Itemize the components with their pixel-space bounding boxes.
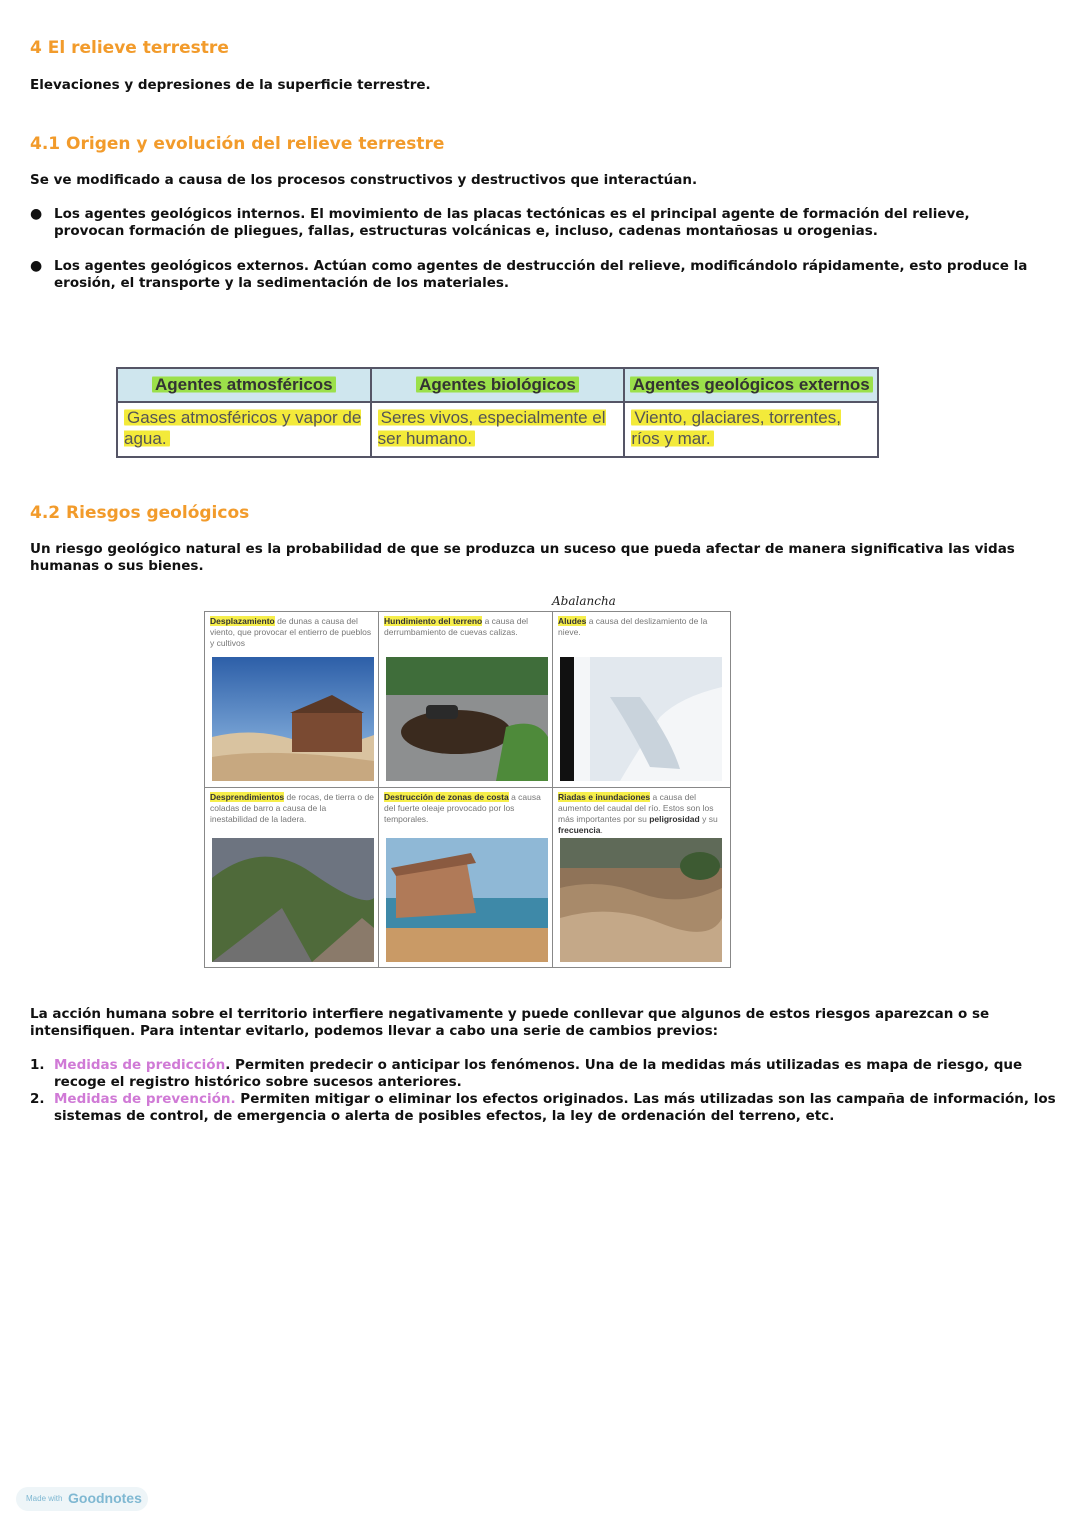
section-title-origen: 4.1 Origen y evolución del relieve terrestre bbox=[30, 134, 445, 154]
table-cell: Seres vivos, especialmente el ser humano. bbox=[371, 402, 625, 457]
bullet-text: Los agentes geológicos internos. El movimiento de las placas tectónicas es el principal agente de formación del relieve, provocan formación de pliegues, fallas, estructuras volcánicas e, incluso, cadenas montañosas u orogenias. bbox=[54, 206, 970, 239]
risk-riadas bbox=[553, 788, 730, 967]
risk-caption: Desprendimientos de rocas, de tierra o de coladas de barro a causa de la inestabilidad de la ladera. bbox=[210, 792, 374, 824]
risk-hundimiento bbox=[379, 612, 553, 788]
risk-aludes bbox=[553, 612, 730, 788]
bullet-dot: ● bbox=[30, 258, 43, 274]
risk-caption: Hundimiento del terreno a causa del derrumbamiento de cuevas calizas. bbox=[384, 616, 529, 637]
handwritten-note: Abalancha bbox=[552, 594, 616, 608]
section-intro-text: Se ve modificado a causa de los procesos constructivos y destructivos que interactúan. bbox=[30, 172, 698, 188]
sinkhole-image bbox=[386, 657, 548, 781]
avalanche-image bbox=[560, 657, 722, 781]
table-header: Agentes geológicos externos bbox=[624, 368, 878, 402]
flood-image bbox=[560, 838, 722, 962]
measure-number: 1. bbox=[30, 1057, 45, 1073]
definition-text: Elevaciones y depresiones de la superficie terrestre. bbox=[30, 77, 431, 93]
risk-dunas bbox=[205, 612, 379, 788]
measure-text: . Permiten predecir o anticipar los fenómenos. Una de la medidas más utilizadas es mapa de riesgo, que recoge el registro histórico sobre sucesos anteriores. bbox=[54, 1057, 1023, 1090]
measure-number: 2. bbox=[30, 1091, 45, 1107]
risk-caption: Desplazamiento de dunas a causa del viento, que provocar el entierro de pueblos y cultivos bbox=[210, 616, 372, 648]
risk-caption: Destrucción de zonas de costa a causa del fuerte oleaje provocado por los temporales. bbox=[384, 792, 541, 824]
risk-costa bbox=[379, 788, 553, 967]
desert-house-image bbox=[212, 657, 374, 781]
risk-caption: Aludes a causa del deslizamiento de la nieve. bbox=[558, 616, 708, 637]
goodnotes-brand: Goodnotes bbox=[68, 1490, 142, 1506]
goodnotes-badge[interactable] bbox=[16, 1487, 148, 1511]
bullet-externos bbox=[30, 258, 1030, 292]
table-header: Agentes biológicos bbox=[371, 368, 625, 402]
agents-table bbox=[116, 367, 879, 458]
human-action-text: La acción humana sobre el territorio interfiere negativamente y puede conllevar que algunos de estos riesgos aparezcan o se intensifiquen. Para intentar evitarlo, podemos llevar a cabo una serie de cambios previos: bbox=[30, 1006, 990, 1039]
section-title-relieve: 4 El relieve terrestre bbox=[30, 38, 229, 58]
table-header: Agentes atmosféricos bbox=[117, 368, 371, 402]
measure-prediccion bbox=[30, 1057, 1065, 1091]
measure-prevencion bbox=[30, 1091, 1065, 1125]
rockfall-image bbox=[212, 838, 374, 962]
coast-destruction-image bbox=[386, 838, 548, 962]
bullet-internos bbox=[30, 206, 1030, 240]
bullet-text: Los agentes geológicos externos. Actúan como agentes de destrucción del relieve, modificándolo rápidamente, esto produce la erosión, el transporte y la sedimentación de los materiales. bbox=[54, 258, 1028, 291]
measure-text: Permiten mitigar o eliminar los efectos originados. Las más utilizadas son las campaña de información, los sistemas de control, de emergencia o alerta de posibles efectos, la ley de ordenación del terreno, etc. bbox=[54, 1091, 1056, 1124]
risks-grid bbox=[204, 611, 731, 968]
made-with-label: Made with bbox=[26, 1494, 63, 1503]
risk-desprendimientos bbox=[205, 788, 379, 967]
bullet-dot: ● bbox=[30, 206, 43, 222]
table-cell: Viento, glaciares, torrentes, ríos y mar. bbox=[624, 402, 878, 457]
measure-label: Medidas de predicción bbox=[54, 1057, 226, 1073]
section-title-riesgos: 4.2 Riesgos geológicos bbox=[30, 503, 250, 523]
riesgo-definition: Un riesgo geológico natural es la probabilidad de que se produzca un suceso que pueda afectar de manera significativa las vidas humanas o sus bienes. bbox=[30, 541, 1015, 574]
table-cell: Gases atmosféricos y vapor de agua. bbox=[117, 402, 371, 457]
risk-caption: Riadas e inundaciones a causa del aumento del caudal del río. Estos son los más importantes por su peligrosidad y su frecuencia. bbox=[558, 792, 718, 835]
measure-label: Medidas de prevención. bbox=[54, 1091, 236, 1107]
